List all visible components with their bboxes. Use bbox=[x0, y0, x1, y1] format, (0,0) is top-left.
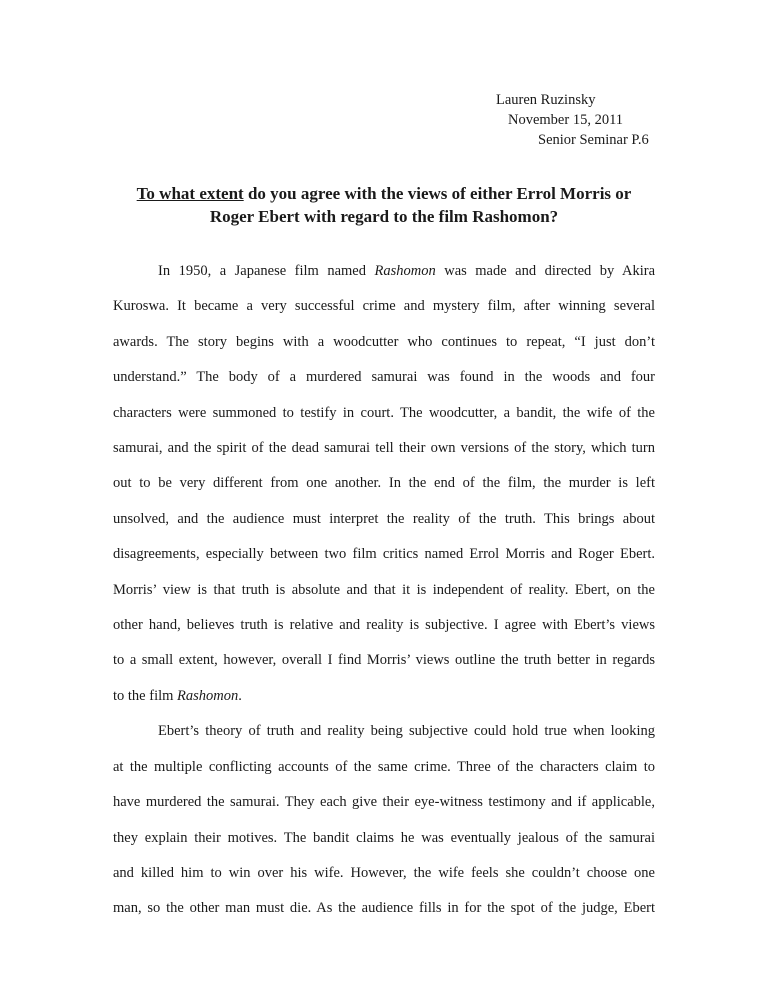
paragraph-line: Morris’ view is that truth is absolute and that it is independent of reality. Ebert, on the bbox=[113, 581, 655, 598]
paragraph-1 bbox=[113, 254, 655, 714]
title-underlined-phrase: To what extent bbox=[136, 184, 244, 203]
paragraph-line: at the multiple conflicting accounts of the same crime. Three of the characters claim to bbox=[113, 758, 655, 775]
paragraph-line: out to be very different from one another. In the end of the film, the murder is left bbox=[113, 475, 655, 492]
film-title: Rashomon bbox=[177, 687, 239, 704]
title-line-1-rest: do you agree with the views of either Errol Morris or bbox=[243, 184, 632, 203]
paragraph-line: samurai, and the spirit of the dead samurai tell their own versions of the story, which turn bbox=[113, 440, 655, 457]
paragraph-line: awards. The story begins with a woodcutter who continues to repeat, “I just don’t bbox=[113, 333, 655, 350]
paragraph-line: unsolved, and the audience must interpret the reality of the truth. This brings about bbox=[113, 510, 655, 527]
header-block bbox=[480, 90, 655, 150]
paragraph-line: Ebert’s theory of truth and reality being subjective could hold true when looking bbox=[158, 723, 655, 740]
essay-title bbox=[100, 182, 668, 228]
paragraph-line: In 1950, a Japanese film named Rashomon was made and directed by Akira bbox=[158, 263, 656, 279]
date: November 15, 2011 bbox=[508, 112, 624, 128]
title-line-1 bbox=[100, 182, 668, 205]
essay-body bbox=[113, 254, 655, 927]
paragraph-line: have murdered the samurai. They each give their eye-witness testimony and if applicable, bbox=[113, 794, 655, 811]
paragraph-line: understand.” The body of a murdered samurai was found in the woods and four bbox=[113, 369, 655, 386]
course-name: Senior Seminar P.6 bbox=[538, 132, 649, 148]
paragraph-line: they explain their motives. The bandit claims he was eventually jealous of the samurai bbox=[113, 829, 655, 846]
author-name: Lauren Ruzinsky bbox=[496, 92, 596, 108]
paragraph-line: characters were summoned to testify in court. The woodcutter, a bandit, the wife of the bbox=[113, 404, 655, 421]
paragraph-line: other hand, believes truth is relative and reality is subjective. I agree with Ebert’s views bbox=[113, 617, 655, 634]
paragraph-line: and killed him to win over his wife. However, the wife feels she couldn’t choose one bbox=[113, 864, 655, 881]
paragraph-line: to the film Rashomon. bbox=[113, 687, 242, 704]
paragraph-line: Kuroswa. It became a very successful crime and mystery film, after winning several bbox=[113, 298, 655, 315]
paragraph-line: disagreements, especially between two film critics named Errol Morris and Roger Ebert. bbox=[113, 546, 655, 563]
paragraph-2 bbox=[113, 714, 655, 926]
paragraph-line: to a small extent, however, overall I find Morris’ views outline the truth better in regards bbox=[113, 652, 655, 669]
film-title: Rashomon bbox=[374, 263, 436, 279]
paragraph-line: man, so the other man must die. As the audience fills in for the spot of the judge, Ebert bbox=[113, 900, 655, 917]
title-line-2: Roger Ebert with regard to the film Rashomon? bbox=[209, 207, 559, 226]
